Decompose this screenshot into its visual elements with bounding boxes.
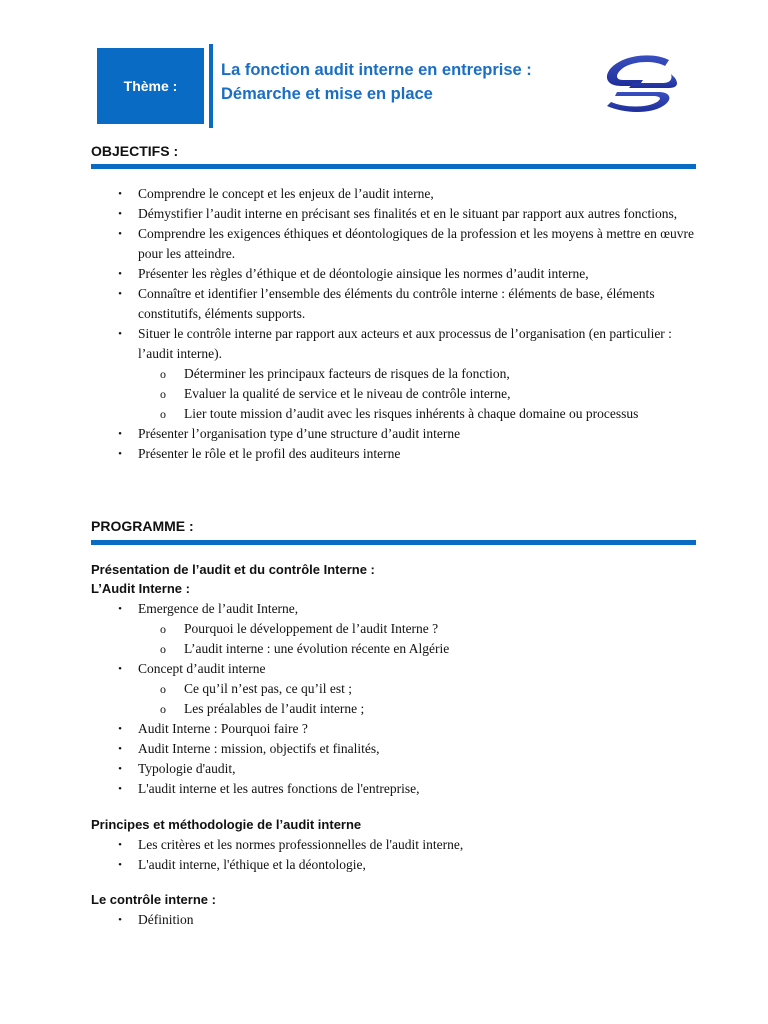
- sub-list-item: [160, 699, 698, 719]
- bullet-icon: •: [118, 603, 122, 615]
- circle-bullet-icon: o: [160, 367, 166, 381]
- list-item: [114, 719, 698, 739]
- principes-list: [114, 835, 698, 875]
- circle-bullet-icon: o: [160, 387, 166, 401]
- bullet-icon: •: [118, 663, 122, 675]
- audit-interne-list: [114, 599, 698, 799]
- list-item: [114, 284, 698, 324]
- list-item-text: Emergence de l’audit Interne,: [138, 601, 299, 616]
- title-line-2: Démarche et mise en place: [221, 85, 433, 103]
- sub-list: [160, 679, 698, 719]
- controle-list: [114, 910, 698, 930]
- bullet-icon: •: [118, 288, 122, 300]
- programme-rule: [91, 540, 696, 545]
- circle-bullet-icon: o: [160, 407, 166, 421]
- list-item-text: Connaître et identifier l’ensemble des éléments du contrôle interne : éléments de base, éléments constitutifs, éléments supports.: [138, 286, 655, 321]
- list-item: [114, 599, 698, 659]
- bullet-icon: •: [118, 783, 122, 795]
- bullet-icon: •: [118, 428, 122, 440]
- bullet-icon: •: [118, 723, 122, 735]
- sub-list-item: [160, 384, 698, 404]
- bullet-icon: •: [118, 743, 122, 755]
- sub-list-item: [160, 404, 698, 424]
- list-item-text: L'audit interne, l'éthique et la déontologie,: [138, 857, 366, 872]
- bullet-icon: •: [118, 859, 122, 871]
- list-item-text: Présenter le rôle et le profil des auditeurs interne: [138, 446, 401, 461]
- bullet-icon: •: [118, 268, 122, 280]
- bullet-icon: •: [118, 763, 122, 775]
- list-item-text: Les critères et les normes professionnelles de l'audit interne,: [138, 837, 464, 852]
- bullet-icon: •: [118, 914, 122, 926]
- circle-bullet-icon: o: [160, 702, 166, 716]
- sub-list-item-text: Déterminer les principaux facteurs de risques de la fonction,: [184, 366, 510, 381]
- sub-list: [160, 364, 698, 424]
- company-logo-icon: [599, 50, 681, 116]
- list-item: [114, 204, 698, 224]
- programme-heading: PROGRAMME :: [91, 518, 194, 534]
- controle-heading: Le contrôle interne :: [91, 892, 216, 907]
- bullet-icon: •: [118, 328, 122, 340]
- list-item: [114, 910, 698, 930]
- list-item: [114, 224, 698, 264]
- list-item-text: Présenter les règles d’éthique et de déontologie ainsique les normes d’audit interne,: [138, 266, 589, 281]
- list-item-text: Audit Interne : mission, objectifs et finalités,: [138, 741, 380, 756]
- bullet-icon: •: [118, 839, 122, 851]
- list-item: [114, 444, 698, 464]
- list-item-text: L'audit interne et les autres fonctions de l'entreprise,: [138, 781, 420, 796]
- bullet-icon: •: [118, 448, 122, 460]
- list-item: [114, 424, 698, 444]
- list-item: [114, 739, 698, 759]
- list-item-text: Présenter l’organisation type d’une structure d’audit interne: [138, 426, 461, 441]
- list-item-text: Comprendre le concept et les enjeux de l’audit interne,: [138, 186, 434, 201]
- sub-list-item: [160, 639, 698, 659]
- list-item: [114, 779, 698, 799]
- header-divider: [209, 44, 213, 128]
- list-item-text: Définition: [138, 912, 194, 927]
- sub-list-item: [160, 364, 698, 384]
- objectifs-rule: [91, 164, 696, 169]
- objectifs-list: [114, 184, 698, 464]
- sub-list-item-text: Evaluer la qualité de service et le niveau de contrôle interne,: [184, 386, 511, 401]
- sub-list-item-text: Lier toute mission d’audit avec les risques inhérents à chaque domaine ou processus: [184, 406, 639, 421]
- theme-label: Thème :: [123, 78, 178, 94]
- bullet-icon: •: [118, 208, 122, 220]
- list-item-text: Démystifier l’audit interne en précisant ses finalités et en le situant par rapport aux autres fonctions,: [138, 206, 678, 221]
- sub-list-item-text: L’audit interne : une évolution récente en Algérie: [184, 641, 450, 656]
- list-item: [114, 324, 698, 424]
- presentation-heading: Présentation de l’audit et du contrôle Interne :: [91, 562, 375, 577]
- list-item: [114, 659, 698, 719]
- sub-list-item: [160, 619, 698, 639]
- list-item-text: Concept d’audit interne: [138, 661, 266, 676]
- principes-heading: Principes et méthodologie de l’audit interne: [91, 817, 362, 832]
- circle-bullet-icon: o: [160, 682, 166, 696]
- bullet-icon: •: [118, 188, 122, 200]
- document-header: [97, 44, 697, 130]
- list-item-text: Situer le contrôle interne par rapport aux acteurs et aux processus de l’organisation (en particulier : l’audit interne).: [138, 326, 672, 361]
- sub-list-item: [160, 679, 698, 699]
- list-item-text: Comprendre les exigences éthiques et déontologiques de la profession et les moyens à mettre en œuvre pour les atteindre.: [138, 226, 694, 261]
- objectifs-heading: OBJECTIFS :: [91, 143, 179, 159]
- title-line-1: La fonction audit interne en entreprise :: [221, 61, 532, 79]
- sub-list: [160, 619, 698, 659]
- list-item: [114, 855, 698, 875]
- theme-label-box: [97, 48, 204, 124]
- audit-interne-heading: L’Audit Interne :: [91, 581, 190, 596]
- circle-bullet-icon: o: [160, 642, 166, 656]
- sub-list-item-text: Les préalables de l’audit interne ;: [184, 701, 365, 716]
- document-title: [221, 58, 601, 106]
- circle-bullet-icon: o: [160, 622, 166, 636]
- list-item-text: Audit Interne : Pourquoi faire ?: [138, 721, 308, 736]
- list-item: [114, 835, 698, 855]
- list-item: [114, 759, 698, 779]
- list-item: [114, 264, 698, 284]
- sub-list-item-text: Pourquoi le développement de l’audit Interne ?: [184, 621, 439, 636]
- list-item: [114, 184, 698, 204]
- sub-list-item-text: Ce qu’il n’est pas, ce qu’il est ;: [184, 681, 352, 696]
- list-item-text: Typologie d'audit,: [138, 761, 236, 776]
- bullet-icon: •: [118, 228, 122, 240]
